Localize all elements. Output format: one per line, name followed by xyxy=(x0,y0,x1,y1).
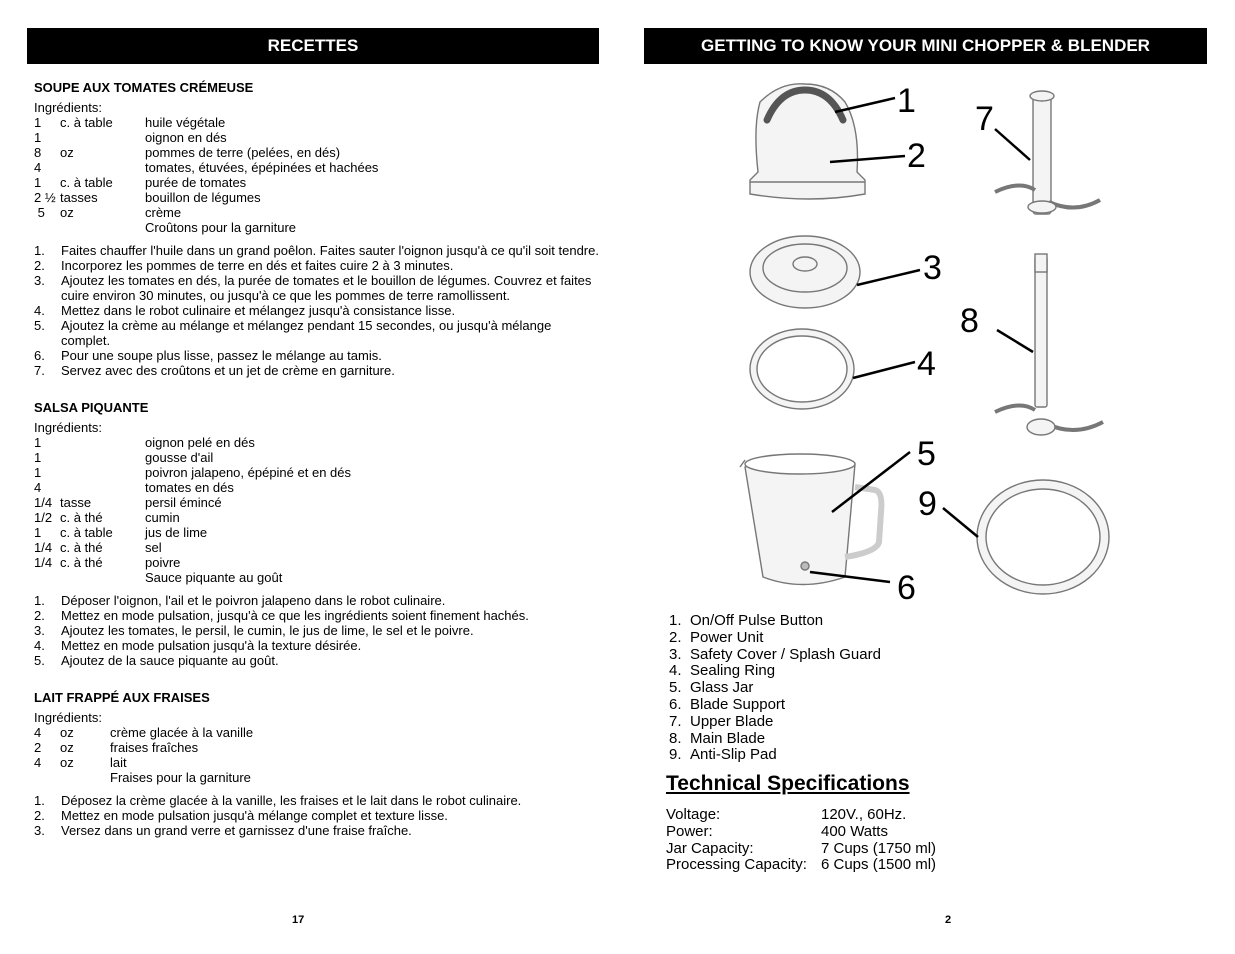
ingredient-unit: c. à table xyxy=(60,525,113,540)
spec-label: Jar Capacity: xyxy=(666,839,754,857)
step-text: Ajoutez la crème au mélange et mélangez pendant 15 secondes, ou jusqu'à mélange complet. xyxy=(61,318,552,348)
parts-list-item xyxy=(669,630,881,647)
ingredient-row xyxy=(34,450,599,465)
step-text: Ajoutez les tomates, le persil, le cumin, le jus de lime, le sel et le poivre. xyxy=(61,623,474,638)
callout-9: 9 xyxy=(918,485,937,523)
step-text: Déposer l'oignon, l'ail et le poivron jalapeno dans le robot culinaire. xyxy=(61,593,446,608)
ingredient-unit: oz xyxy=(60,205,74,220)
step-item xyxy=(34,363,599,378)
step-item xyxy=(34,303,599,318)
step-number: 6. xyxy=(34,348,45,363)
page-number-right: 2 xyxy=(945,914,952,926)
ingredient-unit xyxy=(60,160,145,175)
sealing-ring-illustration xyxy=(750,329,854,409)
ingredient-qty xyxy=(34,220,60,235)
ingredient-row xyxy=(34,145,599,160)
spec-value: 120V., 60Hz. xyxy=(821,806,907,823)
ingredient-unit: c. à thé xyxy=(60,555,103,570)
ingredient-qty: 5 xyxy=(34,205,45,220)
ingredient-row xyxy=(34,175,599,190)
part-label: Safety Cover / Splash Guard xyxy=(690,645,881,663)
callout-1: 1 xyxy=(897,82,916,120)
ingredient-item: persil émincé xyxy=(145,495,222,510)
ingredient-unit: c. à table xyxy=(60,175,113,190)
part-label: On/Off Pulse Button xyxy=(690,612,824,629)
recettes-banner xyxy=(27,28,599,64)
ingredient-item: jus de lime xyxy=(145,525,208,540)
part-label: Blade Support xyxy=(690,695,786,713)
recettes-banner-title: RECETTES xyxy=(267,36,359,55)
ingredients-label: Ingrédients: xyxy=(34,420,102,435)
spec-row xyxy=(666,824,936,841)
ingredient-row xyxy=(34,740,599,755)
step-text: Ajoutez les tomates en dés, la purée de tomates et le bouillon de légumes. Couvrez et faites cuire environ 30 minutes, ou jusqu'à ce que les pommes de terre ramollissent. xyxy=(61,273,592,303)
spec-label: Voltage: xyxy=(666,806,721,823)
callout-3: 3 xyxy=(923,249,942,287)
ingredient-item: pommes de terre (pelées, en dés) xyxy=(145,145,341,160)
ingredient-qty: 1/4 xyxy=(34,555,53,570)
ingredient-item: crème xyxy=(145,205,182,220)
ingredient-row xyxy=(34,115,599,130)
part-number: 6. xyxy=(669,695,682,713)
spec-label: Power: xyxy=(666,822,713,840)
recipes-column xyxy=(34,80,599,838)
ingredient-row xyxy=(34,755,599,770)
step-number: 2. xyxy=(34,808,45,823)
ingredient-item: fraises fraîches xyxy=(110,740,199,755)
ingredient-row xyxy=(34,510,599,525)
ingredient-item: cumin xyxy=(145,510,180,525)
step-text: Incorporez les pommes de terre en dés et faites cuire 2 à 3 minutes. xyxy=(61,258,454,273)
ingredient-qty: 1 xyxy=(34,525,42,540)
step-text: Versez dans un grand verre et garnissez d'une fraise fraîche. xyxy=(61,823,412,838)
step-number: 3. xyxy=(34,823,45,838)
ingredient-item: gousse d'ail xyxy=(145,450,214,465)
ingredient-item: tomates, étuvées, épépinées et hachées xyxy=(145,160,379,175)
step-number: 2. xyxy=(34,608,45,623)
step-text: Servez avec des croûtons et un jet de crème en garniture. xyxy=(61,363,395,378)
ingredient-list xyxy=(34,435,599,585)
ingredient-row xyxy=(34,205,599,220)
step-text: Déposez la crème glacée à la vanille, les fraises et le lait dans le robot culinaire. xyxy=(61,793,522,808)
ingredient-list xyxy=(34,115,599,235)
ingredient-item: tomates en dés xyxy=(145,480,234,495)
callout-4: 4 xyxy=(917,345,936,383)
ingredient-item: sel xyxy=(145,540,162,555)
anti-slip-pad-illustration xyxy=(977,480,1109,594)
ingredient-unit xyxy=(60,465,145,480)
ingredient-unit xyxy=(60,130,145,145)
step-number: 4. xyxy=(34,638,45,653)
spec-row xyxy=(666,857,936,874)
recipe-lait-frappe xyxy=(34,690,599,838)
part-number: 8. xyxy=(669,729,682,747)
ingredient-qty: 4 xyxy=(34,160,42,175)
ingredient-unit xyxy=(60,450,145,465)
step-number: 7. xyxy=(34,363,45,378)
callout-2: 2 xyxy=(907,137,926,175)
ingredient-row xyxy=(34,130,599,145)
ingredient-qty: 1 xyxy=(34,175,42,190)
parts-list-item xyxy=(669,613,881,630)
ingredient-unit xyxy=(60,480,145,495)
ingredient-row xyxy=(34,555,599,570)
parts-list-item xyxy=(669,680,881,697)
part-label: Main Blade xyxy=(690,729,766,747)
ingredient-item: Croûtons pour la garniture xyxy=(145,220,297,235)
ingredient-item: oignon en dés xyxy=(145,130,227,145)
ingredient-item: Fraises pour la garniture xyxy=(110,770,251,785)
ingredient-row xyxy=(34,220,599,235)
step-item xyxy=(34,593,599,608)
ingredient-row xyxy=(34,770,599,785)
ingredient-qty: 2 xyxy=(34,740,42,755)
ingredient-row xyxy=(34,435,599,450)
ingredient-row xyxy=(34,525,599,540)
part-number: 9. xyxy=(669,746,682,764)
step-number: 5. xyxy=(34,653,45,668)
spec-value: 6 Cups (1500 ml) xyxy=(821,856,937,874)
step-text: Faites chauffer l'huile dans un grand poêlon. Faites sauter l'oignon jusqu'à ce qu'il soit tendre. xyxy=(61,243,599,258)
parts-list-item xyxy=(669,731,881,748)
ingredient-row xyxy=(34,540,599,555)
recipe-title: SOUPE AUX TOMATES CRÉMEUSE xyxy=(34,80,254,95)
ingredient-qty: 1 xyxy=(34,450,42,465)
specs-table xyxy=(666,807,936,874)
step-item xyxy=(34,348,599,363)
ingredient-unit: tasses xyxy=(60,190,98,205)
power-unit-illustration xyxy=(750,84,865,199)
ingredient-qty: 1 xyxy=(34,465,42,480)
part-label: Power Unit xyxy=(690,628,764,646)
parts-list-item xyxy=(669,747,881,764)
ingredient-qty: 1/2 xyxy=(34,510,53,525)
ingredient-item: poivre xyxy=(145,555,181,570)
ingredient-item: huile végétale xyxy=(145,115,226,130)
part-number: 5. xyxy=(669,679,682,697)
ingredients-label: Ingrédients: xyxy=(34,100,102,115)
steps-list xyxy=(34,593,599,668)
ingredient-unit xyxy=(60,220,145,235)
page-number-left: 17 xyxy=(292,914,305,926)
ingredient-unit xyxy=(60,770,110,785)
ingredient-qty: 1 xyxy=(34,435,42,450)
ingredient-row xyxy=(34,495,599,510)
ingredient-qty xyxy=(34,770,60,785)
ingredient-qty: 1/4 xyxy=(34,495,53,510)
ingredient-qty: 1 xyxy=(34,115,42,130)
recipe-soupe xyxy=(34,80,599,378)
ingredient-unit: oz xyxy=(60,725,74,740)
step-number: 3. xyxy=(34,623,45,638)
getting-to-know-banner-title: GETTING TO KNOW YOUR MINI CHOPPER & BLENDER xyxy=(701,36,1150,55)
step-number: 3. xyxy=(34,273,45,288)
part-label: Upper Blade xyxy=(690,712,774,730)
step-item xyxy=(34,258,599,273)
getting-to-know-banner xyxy=(644,28,1207,64)
ingredient-unit: oz xyxy=(60,145,74,160)
spec-value: 7 Cups (1750 ml) xyxy=(821,839,937,857)
ingredient-unit: c. à thé xyxy=(60,540,103,555)
ingredient-unit: c. à table xyxy=(60,115,113,130)
step-number: 1. xyxy=(34,243,45,258)
parts-list-item xyxy=(669,714,881,731)
step-number: 1. xyxy=(34,593,45,608)
step-item xyxy=(34,608,599,623)
ingredient-row xyxy=(34,480,599,495)
step-item xyxy=(34,638,599,653)
step-text: Mettez en mode pulsation jusqu'à mélange complet et texture lisse. xyxy=(61,808,448,823)
parts-list-item xyxy=(669,663,881,680)
step-number: 5. xyxy=(34,318,45,333)
parts-diagram xyxy=(705,72,1145,612)
ingredient-unit xyxy=(60,435,145,450)
ingredient-row xyxy=(34,465,599,480)
ingredient-item: purée de tomates xyxy=(145,175,247,190)
ingredient-qty: 4 xyxy=(34,480,42,495)
step-item xyxy=(34,823,599,838)
parts-list-item xyxy=(669,647,881,664)
step-text: Pour une soupe plus lisse, passez le mélange au tamis. xyxy=(61,348,382,363)
step-text: Mettez dans le robot culinaire et mélangez jusqu'à consistance lisse. xyxy=(61,303,456,318)
step-number: 2. xyxy=(34,258,45,273)
ingredient-unit xyxy=(60,570,145,585)
ingredient-row xyxy=(34,725,599,740)
step-item xyxy=(34,243,599,258)
ingredient-item: lait xyxy=(110,755,127,770)
upper-blade-illustration xyxy=(995,91,1100,214)
steps-list xyxy=(34,243,599,378)
recipe-salsa xyxy=(34,400,599,668)
ingredient-list xyxy=(34,725,599,785)
recipe-title: SALSA PIQUANTE xyxy=(34,400,149,415)
ingredient-unit: oz xyxy=(60,740,74,755)
part-label: Anti-Slip Pad xyxy=(690,746,777,764)
step-number: 4. xyxy=(34,303,45,318)
technical-specifications-title: Technical Specifications xyxy=(666,772,910,795)
step-number: 1. xyxy=(34,793,45,808)
ingredient-unit: oz xyxy=(60,755,74,770)
step-text: Mettez en mode pulsation, jusqu'à ce que les ingrédients soient finement hachés. xyxy=(61,608,529,623)
ingredient-unit: tasse xyxy=(60,495,92,510)
part-number: 4. xyxy=(669,662,682,680)
ingredient-qty: 4 xyxy=(34,755,42,770)
part-number: 1. xyxy=(669,612,682,629)
callout-8: 8 xyxy=(960,302,979,340)
splash-guard-illustration xyxy=(750,236,860,308)
callout-7: 7 xyxy=(975,100,994,138)
step-item xyxy=(34,623,599,638)
ingredient-qty: 4 xyxy=(34,725,42,740)
steps-list xyxy=(34,793,599,838)
ingredient-qty xyxy=(34,570,60,585)
part-label: Sealing Ring xyxy=(690,662,776,680)
ingredient-row xyxy=(34,570,599,585)
main-blade-illustration xyxy=(995,254,1103,435)
recipe-title: LAIT FRAPPÉ AUX FRAISES xyxy=(34,690,210,705)
ingredient-item: Sauce piquante au goût xyxy=(145,570,283,585)
part-number: 3. xyxy=(669,645,682,663)
ingredient-item: bouillon de légumes xyxy=(145,190,261,205)
step-item xyxy=(34,808,599,823)
part-label: Glass Jar xyxy=(690,679,754,697)
step-item xyxy=(34,318,599,348)
ingredients-label: Ingrédients: xyxy=(34,710,102,725)
ingredient-qty: 2 ½ xyxy=(34,190,56,205)
ingredient-qty: 1/4 xyxy=(34,540,53,555)
callout-5: 5 xyxy=(917,435,936,473)
ingredient-item: crème glacée à la vanille xyxy=(110,725,254,740)
step-text: Ajoutez de la sauce piquante au goût. xyxy=(61,653,279,668)
callout-6: 6 xyxy=(897,569,916,607)
parts-list xyxy=(669,613,881,764)
spec-row xyxy=(666,807,936,824)
ingredient-row xyxy=(34,160,599,175)
glass-jar-illustration xyxy=(740,454,881,585)
spec-row xyxy=(666,841,936,858)
ingredient-qty: 1 xyxy=(34,130,42,145)
step-item xyxy=(34,793,599,808)
ingredient-qty: 8 xyxy=(34,145,42,160)
spec-value: 400 Watts xyxy=(821,822,888,840)
step-item xyxy=(34,273,599,303)
parts-list-item xyxy=(669,697,881,714)
ingredient-item: poivron jalapeno, épépiné et en dés xyxy=(145,465,351,480)
spec-label: Processing Capacity: xyxy=(666,856,807,874)
ingredient-row xyxy=(34,190,599,205)
part-number: 2. xyxy=(669,628,682,646)
ingredient-unit: c. à thé xyxy=(60,510,103,525)
step-text: Mettez en mode pulsation jusqu'à la texture désirée. xyxy=(61,638,362,653)
step-item xyxy=(34,653,599,668)
ingredient-item: oignon pelé en dés xyxy=(145,435,255,450)
part-number: 7. xyxy=(669,712,682,730)
